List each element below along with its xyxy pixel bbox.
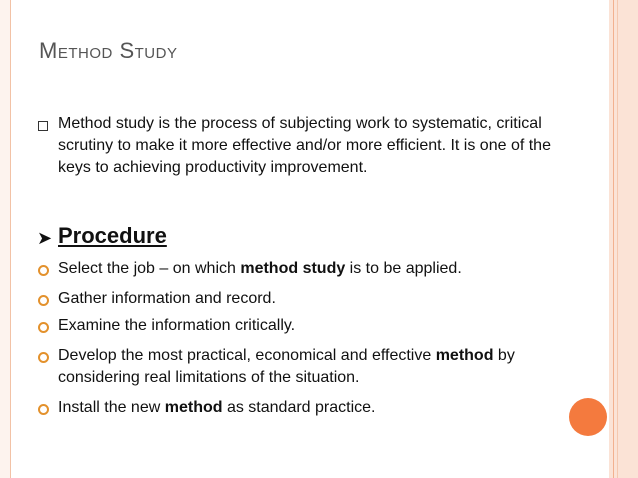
- ring-bullet-icon: [38, 265, 49, 276]
- procedure-heading: Procedure: [58, 223, 167, 248]
- list-item: Gather information and record.: [58, 290, 276, 307]
- list-item: Install the new method as standard practice.: [58, 399, 376, 416]
- arrow-bullet-icon: ➤: [37, 228, 53, 248]
- decorative-circle: [569, 398, 607, 436]
- list-item: Select the job – on which method study is to be applied.: [58, 260, 462, 277]
- square-bullet-icon: [38, 121, 48, 131]
- slide-title: Method Study: [39, 38, 178, 63]
- left-frame-stripe: [0, 0, 11, 478]
- ring-bullet-icon: [38, 295, 49, 306]
- ring-bullet-icon: [38, 404, 49, 415]
- ring-bullet-icon: [38, 352, 49, 363]
- ring-bullet-icon: [38, 322, 49, 333]
- right-frame-stripe: [609, 0, 638, 478]
- list-item: Examine the information critically.: [58, 317, 296, 334]
- list-item: Develop the most practical, economical and effective method by considering real limitations of the situation.: [58, 347, 515, 386]
- intro-paragraph: Method study is the process of subjecting work to systematic, critical scrutiny to make it more effective and/or more efficient. It is one of the keys to achieving productivity improvement.: [58, 115, 551, 176]
